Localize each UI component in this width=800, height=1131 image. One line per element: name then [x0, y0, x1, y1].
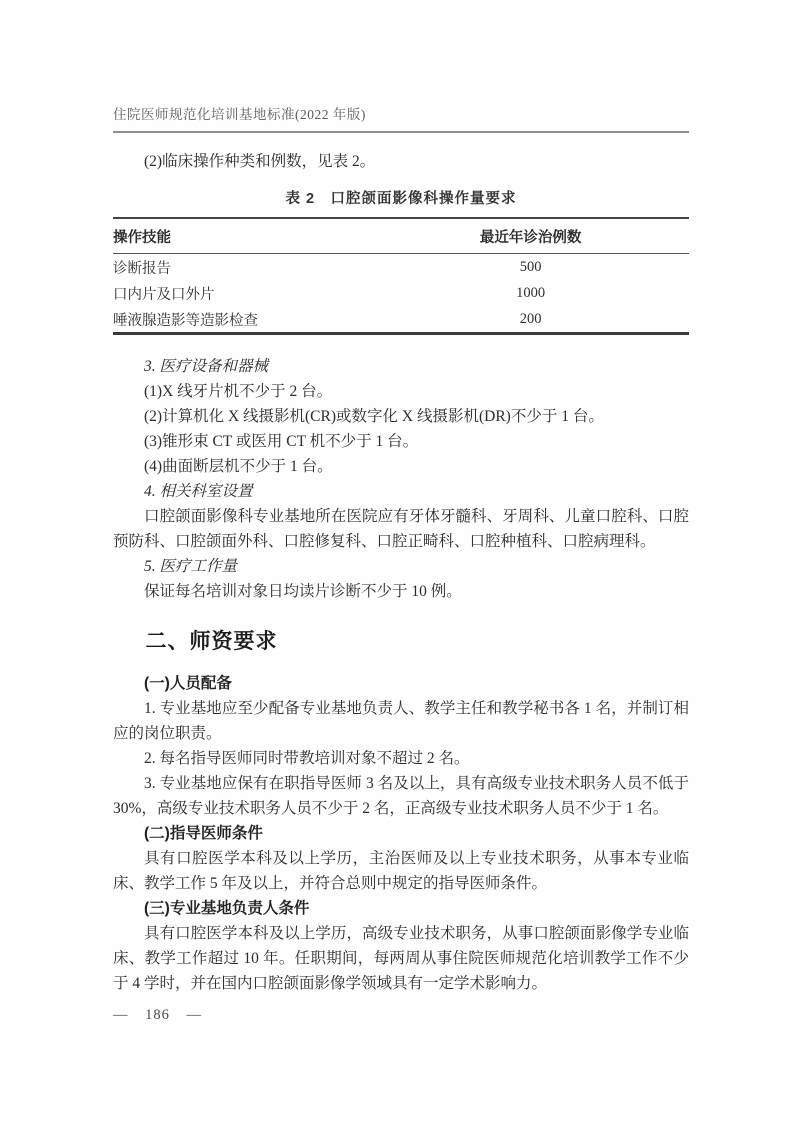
table-section: [113, 187, 689, 335]
page-body: [113, 149, 689, 1024]
equipment-item: (2)计算机化 X 线摄影机(CR)或数字化 X 线摄影机(DR)不少于 1 台。: [144, 408, 604, 425]
equipment-item: (3)锥形束 CT 或医用 CT 机不少于 1 台。: [144, 433, 419, 450]
column-header-skill: 操作技能: [113, 218, 372, 254]
cell-skill: 诊断报告: [113, 261, 171, 277]
intro-block: [113, 149, 689, 174]
page-number: — 186 —: [113, 1007, 202, 1023]
table-header-row: [113, 218, 689, 254]
subheading-staffing: (一)人员配备: [144, 675, 232, 692]
equipment-item: (4)曲面断层机不少于 1 台。: [144, 458, 333, 475]
operations-table-body: [113, 254, 689, 334]
heading-related-departments: 4. 相关科室设置: [144, 483, 253, 500]
subheading-supervisor-conditions: (二)指导医师条件: [144, 825, 263, 842]
paragraph-supervisor-conditions: 具有口腔医学本科及以上学历，主治医师及以上专业技术职务，从事本专业临床、教学工作 5 年及以上，并符合总则中规定的指导医师条件。: [113, 850, 689, 892]
table-row: [113, 280, 689, 306]
cell-cases: 200: [519, 311, 542, 327]
cell-cases: 500: [519, 259, 542, 275]
page-footer: [113, 1007, 689, 1024]
operations-table-head: [113, 218, 689, 254]
table-row: [113, 254, 689, 281]
cell-skill: 口内片及口外片: [113, 287, 215, 303]
operations-table: [113, 217, 689, 335]
cell-cases: 1000: [516, 285, 546, 301]
paragraph-related-departments: 口腔颌面影像科专业基地所在医院应有牙体牙髓科、牙周科、儿童口腔科、口腔预防科、口腔颌面外科、口腔修复科、口腔正畸科、口腔种植科、口腔病理科。: [113, 508, 689, 550]
heading-medical-workload: 5. 医疗工作量: [144, 558, 238, 575]
staffing-item: 2. 每名指导医师同时带教培训对象不超过 2 名。: [144, 750, 470, 767]
paragraph-medical-workload: 保证每名培训对象日均读片诊断不少于 10 例。: [144, 583, 462, 600]
equipment-item: (1)X 线牙片机不少于 2 台。: [144, 383, 333, 400]
staffing-item: 3. 专业基地应保有在职指导医师 3 名及以上，具有高级专业技术职务人员不低于 30%，高级专业技术职务人员不少于 2 名，正高级专业技术职务人员不少于 1 名。: [113, 775, 689, 817]
running-header-title: 住院医师规范化培训基地标准(2022 年版): [113, 107, 366, 122]
heading-medical-equipment: 3. 医疗设备和器械: [144, 358, 269, 375]
table-row: [113, 306, 689, 334]
paragraph-base-leader-conditions: 具有口腔医学本科及以上学历，高级专业技术职务，从事口腔颌面影像学专业临床、教学工作超过 10 年。任职期间，每两周从事住院医师规范化培训教学工作不少于 4 学时，并在国内口腔颌面影像学领域具有一定学术影响力。: [113, 925, 689, 992]
staffing-item: 1. 专业基地应至少配备专业基地负责人、教学主任和教学秘书各 1 名，并制订相应的岗位职责。: [113, 700, 689, 742]
table-title: 表 2 口腔颌面影像科操作量要求: [285, 191, 517, 207]
content-block: [113, 354, 689, 996]
section-heading-faculty-requirements: 二、师资要求: [145, 630, 278, 653]
column-header-cases: 最近年诊治例数: [372, 218, 689, 254]
subheading-base-leader-conditions: (三)专业基地负责人条件: [144, 900, 310, 917]
header-rule: [113, 131, 689, 133]
cell-skill: 唾液腺造影等造影检查: [113, 313, 258, 329]
running-header: [113, 106, 689, 133]
paragraph-clinical-operations: (2)临床操作种类和例数，见表 2。: [144, 153, 376, 170]
